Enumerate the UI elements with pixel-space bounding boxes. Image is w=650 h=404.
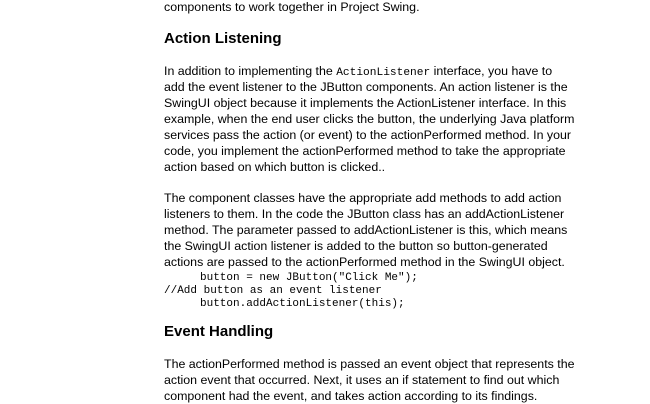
code-line: button.addActionListener(this); (200, 298, 405, 310)
paragraph-line: The actionPerformed method is passed an event object that represents the (164, 357, 575, 371)
paragraph-line: the SwingUI action listener is added to the button so button-generated (164, 239, 548, 253)
text-fragment: In addition to implementing the (164, 64, 337, 78)
paragraph-line: code, you implement the actionPerformed method to take the appropriate (164, 144, 566, 158)
paragraph-line: listeners to them. In the code the JButton class has an addActionListener (164, 207, 565, 221)
intro-paragraph-tail: components to work together in Project Swing. (164, 0, 420, 14)
paragraph-line: component had the event, and takes action according to its findings. (164, 389, 538, 403)
paragraph-line: action event that occurred. Next, it uses an if statement to find out which (164, 373, 560, 387)
paragraph-line: The component classes have the appropriate add methods to add action (164, 191, 562, 205)
paragraph-line: actions are passed to the actionPerformed method in the SwingUI object. (164, 255, 565, 269)
text-fragment: interface, you have to (430, 64, 553, 78)
code-line: button = new JButton("Click Me"); (200, 272, 418, 284)
paragraph-line: add the event listener to the JButton components. An action listener is the (164, 80, 568, 94)
paragraph-line: SwingUI object because it implements the ActionListener interface. In this (164, 96, 567, 110)
paragraph-line: action based on which button is clicked.. (164, 160, 386, 174)
inline-code-actionlistener: ActionListener (336, 67, 431, 79)
paragraph-line: example, when the end user clicks the button, the underlying Java platform (164, 112, 575, 126)
section-heading-event-handling: Event Handling (164, 323, 274, 340)
section-heading-action-listening: Action Listening (164, 30, 282, 47)
paragraph-line: services pass the action (or event) to the actionPerformed method. In your (164, 128, 572, 142)
paragraph-line: method. The parameter passed to addActionListener is this, which means (164, 223, 568, 237)
code-comment-line: //Add button as an event listener (164, 285, 382, 297)
